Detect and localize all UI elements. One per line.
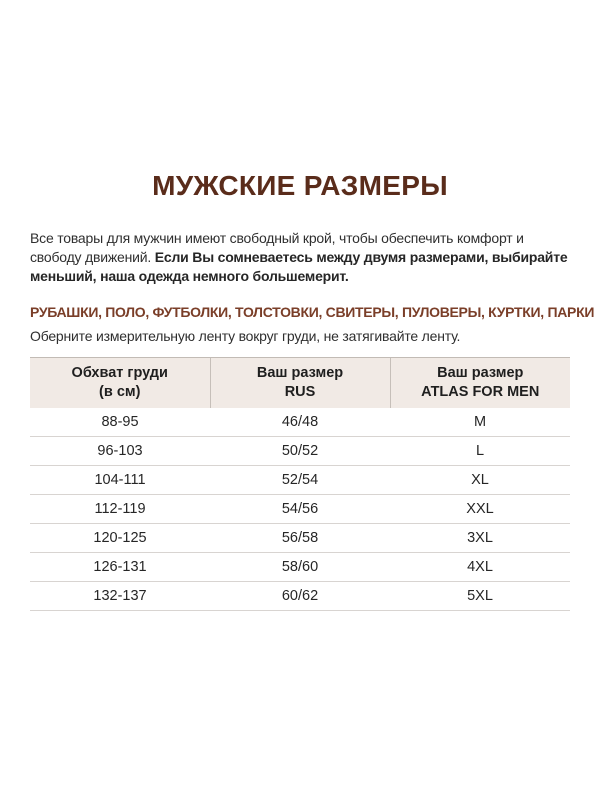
cell-chest: 104-111: [30, 466, 210, 495]
table-row: [30, 524, 570, 553]
col-header-brand: [390, 358, 570, 409]
cell-chest: 88-95: [30, 408, 210, 437]
size-table-header: [30, 358, 570, 409]
measure-note: Оберните измерительную ленту вокруг груди, не затягивайте ленту.: [30, 328, 461, 344]
cell-rus: 46/48: [210, 408, 390, 437]
cell-chest: 96-103: [30, 437, 210, 466]
header-row: [30, 358, 570, 409]
page-title: МУЖСКИЕ РАЗМЕРЫ: [152, 170, 448, 201]
size-table-body: [30, 408, 570, 611]
table-row: [30, 495, 570, 524]
cell-rus: 58/60: [210, 553, 390, 582]
col-header-chest: [30, 358, 210, 409]
cell-brand: M: [390, 408, 570, 437]
cell-chest: 132-137: [30, 582, 210, 611]
cell-brand: XXL: [390, 495, 570, 524]
intro-regular-text: Все товары для мужчин имеют свободный крой, чтобы обеспечить комфорт и свободу движений.: [30, 230, 524, 265]
col-header-rus-line2: RUS: [284, 384, 316, 400]
cell-chest: 112-119: [30, 495, 210, 524]
table-row: [30, 466, 570, 495]
cell-rus: 54/56: [210, 495, 390, 524]
cell-brand: L: [390, 437, 570, 466]
col-header-chest-line1: Обхват груди: [71, 365, 168, 381]
intro-bold-text: Если Вы сомневаетесь между двумя размерами, выбирайте меньший, наша одежда немного большемерит.: [30, 249, 568, 284]
cell-rus: 60/62: [210, 582, 390, 611]
table-row: [30, 553, 570, 582]
col-header-rus-line1: Ваш размер: [256, 365, 344, 381]
col-header-brand-line1: Ваш размер: [437, 365, 524, 381]
table-row: [30, 582, 570, 611]
cell-chest: 120-125: [30, 524, 210, 553]
col-header-rus: [210, 358, 390, 409]
cell-brand: XL: [390, 466, 570, 495]
cell-rus: 50/52: [210, 437, 390, 466]
cell-chest: 126-131: [30, 553, 210, 582]
cell-brand: 5XL: [390, 582, 570, 611]
table-row: [30, 408, 570, 437]
cell-rus: 56/58: [210, 524, 390, 553]
size-table: [30, 357, 570, 611]
cell-rus: 52/54: [210, 466, 390, 495]
table-row: [30, 437, 570, 466]
cell-brand: 4XL: [390, 553, 570, 582]
cell-brand: 3XL: [390, 524, 570, 553]
col-header-chest-line2: (в см): [99, 384, 141, 400]
category-heading: РУБАШКИ, ПОЛО, ФУТБОЛКИ, ТОЛСТОВКИ, СВИТЕРЫ, ПУЛОВЕРЫ, КУРТКИ, ПАРКИ: [30, 304, 595, 320]
col-header-brand-line2: ATLAS FOR MEN: [421, 384, 540, 400]
intro-paragraph: [30, 229, 570, 286]
